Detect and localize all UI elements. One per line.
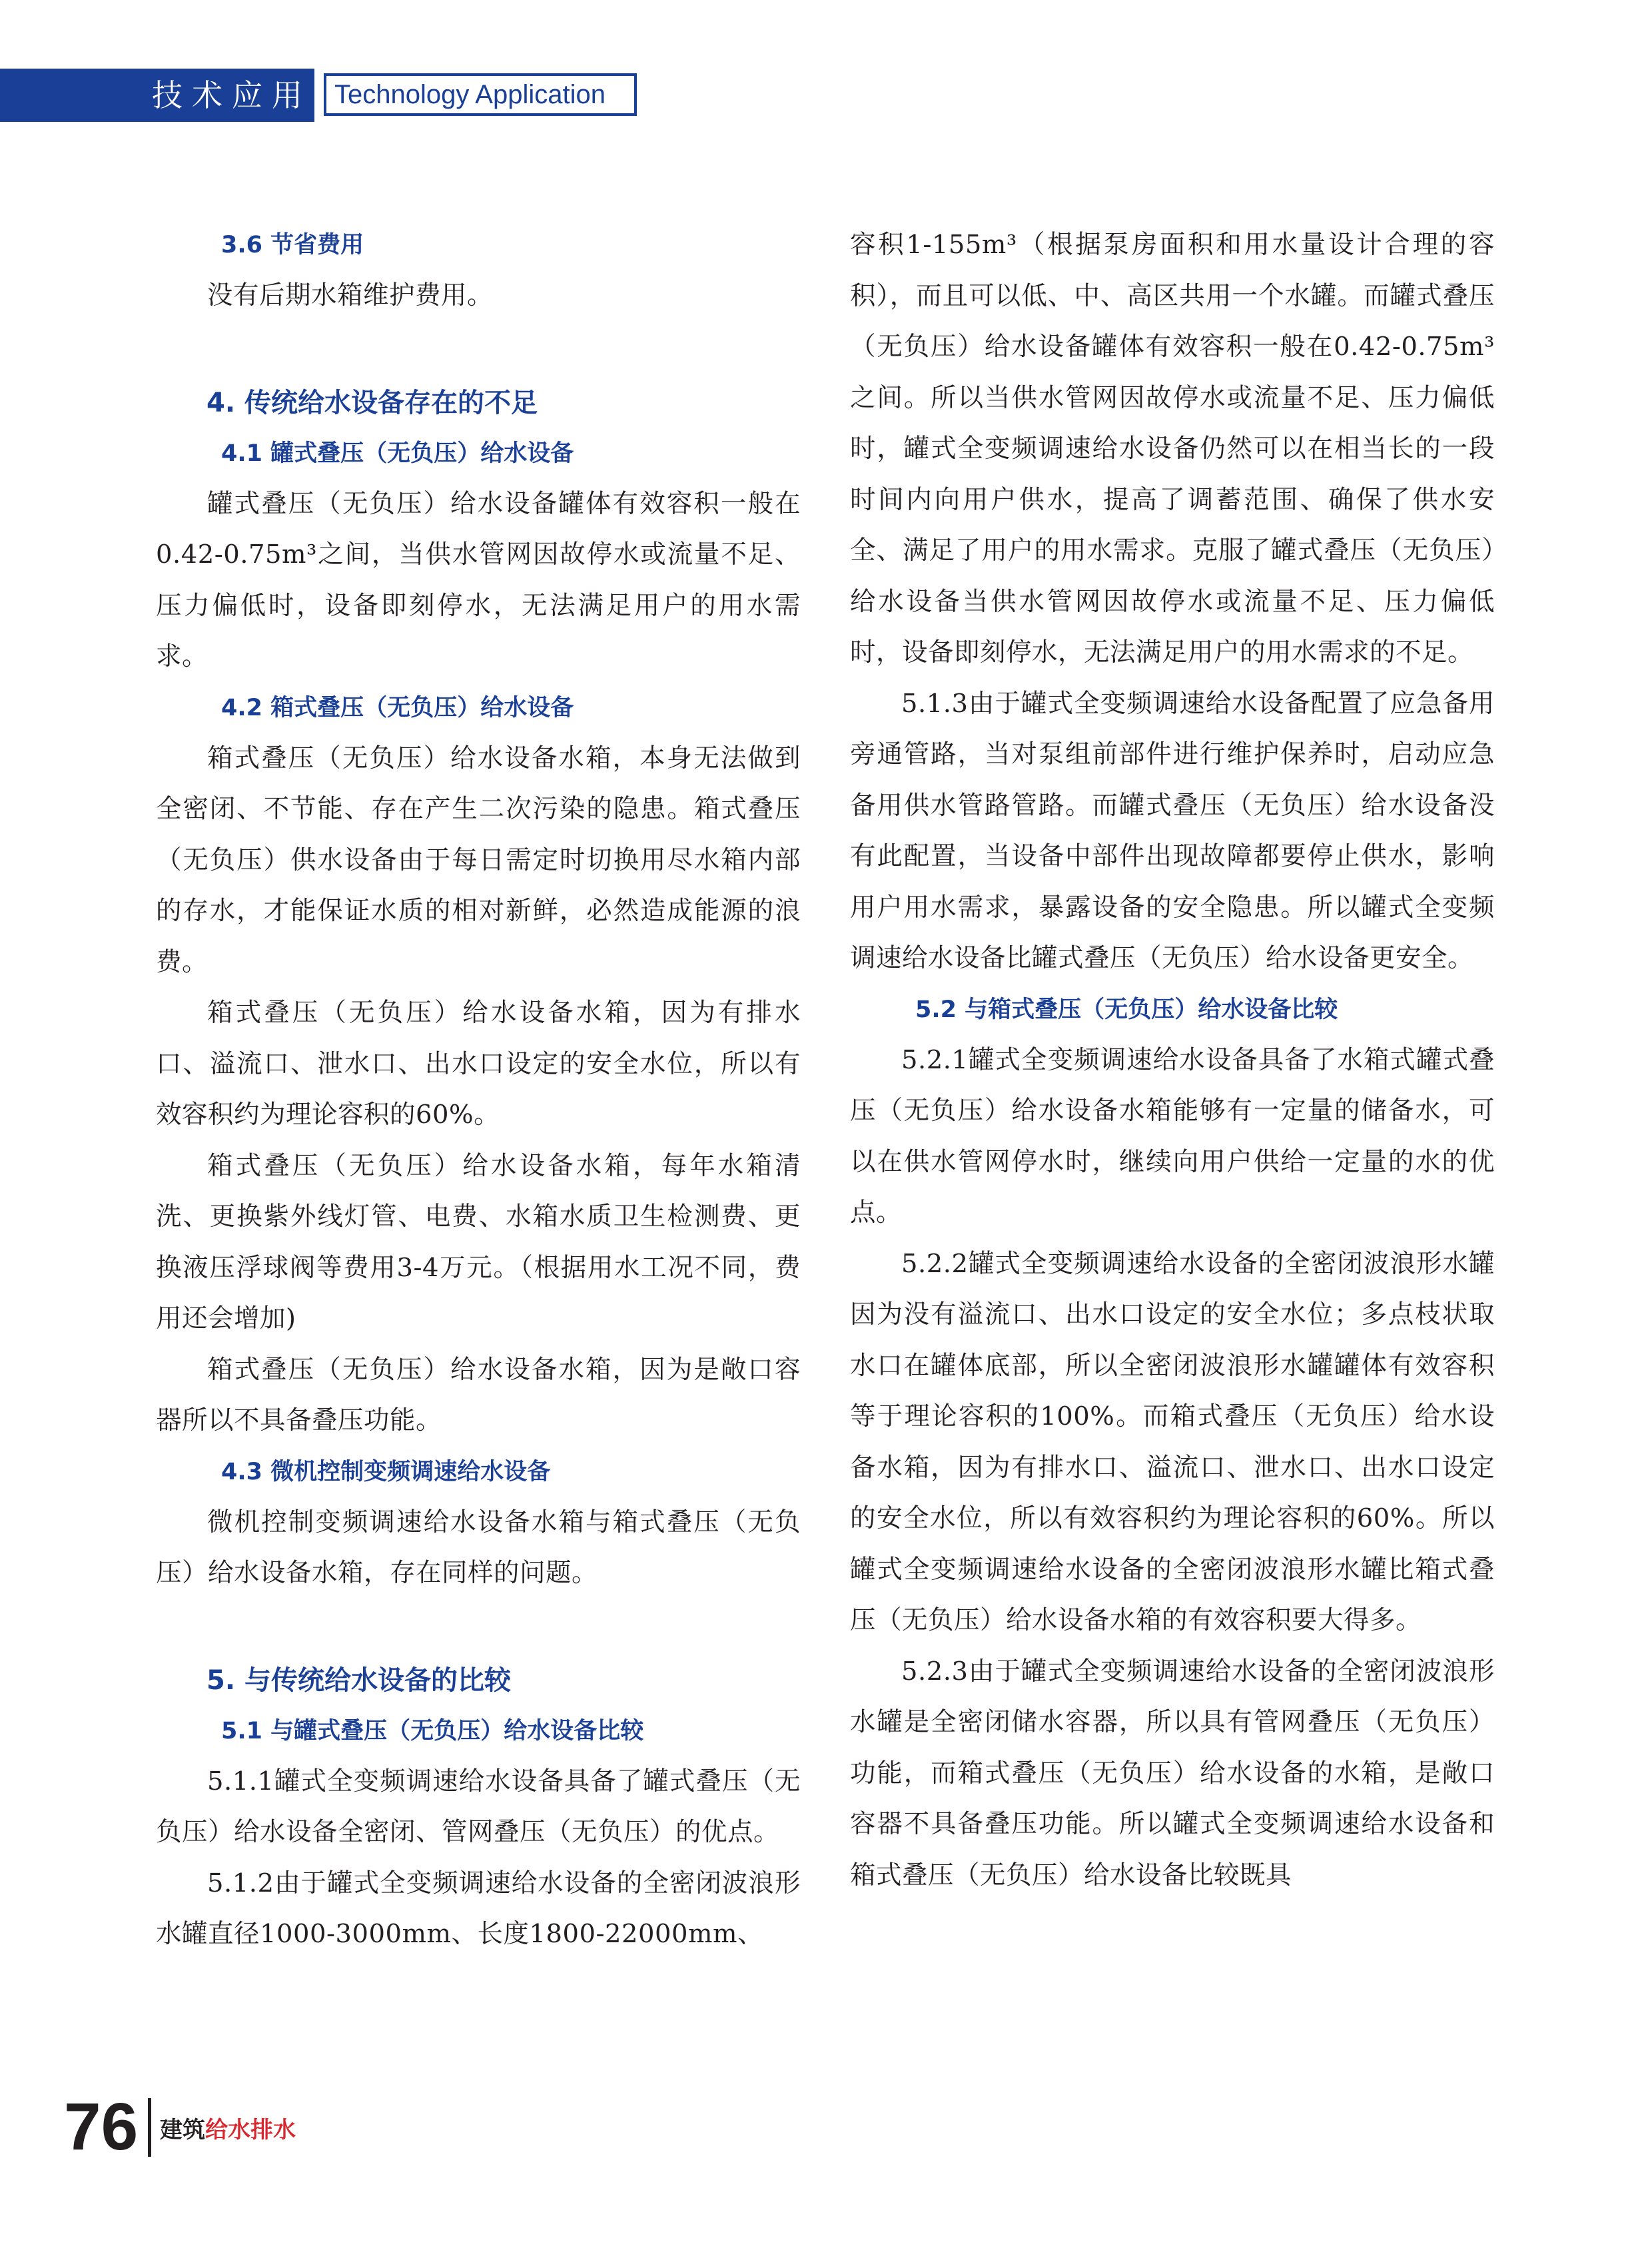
- heading-4-3: 4.3 微机控制变频调速给水设备: [221, 1458, 551, 1485]
- right-column: [850, 220, 1495, 1901]
- footer-divider: [148, 2098, 151, 2157]
- heading-4: 4. 传统给水设备存在的不足: [206, 387, 538, 418]
- magazine-name-part1: 建筑: [160, 2117, 205, 2143]
- paragraph: 箱式叠压（无负压）给水设备水箱，因为是敞口容器所以不具备叠压功能。: [156, 1354, 801, 1435]
- heading-3-6: 3.6 节省费用: [221, 232, 364, 258]
- heading-4-1: 4.1 罐式叠压（无负压）给水设备: [221, 440, 574, 467]
- paragraph: 5.2.2罐式全变频调速给水设备的全密闭波浪形水罐因为没有溢流口、出水口设定的安全水位；多点枝状取水口在罐体底部，所以全密闭波浪形水罐罐体有效容积等于理论容积的100%。而箱式叠压（无负压）给水设备水箱，因为有排水口、溢流口、泄水口、出水口设定的安全水位，所以有效容积约为理论容积的60%。所以罐式全变频调速给水设备的全密闭波浪形水罐比箱式叠压（无负压）给水设备水箱的有效容积要大得多。: [850, 1248, 1495, 1635]
- magazine-name: [160, 2117, 296, 2143]
- paragraph: 5.2.1罐式全变频调速给水设备具备了水箱式罐式叠压（无负压）给水设备水箱能够有一定量的储备水，可以在供水管网停水时，继续向用户供给一定量的水的优点。: [850, 1044, 1495, 1228]
- section-title-zh: 技术应用: [152, 77, 312, 113]
- heading-5-1: 5.1 与罐式叠压（无负压）给水设备比较: [221, 1717, 644, 1744]
- paragraph: 微机控制变频调速给水设备水箱与箱式叠压（无负压）给水设备水箱，存在同样的问题。: [156, 1507, 801, 1588]
- paragraph: 5.1.2由于罐式全变频调速给水设备的全密闭波浪形水罐直径1000-3000mm、长度1800-22000mm、: [156, 1868, 801, 1949]
- paragraph: 5.2.3由于罐式全变频调速给水设备的全密闭波浪形水罐是全密闭储水容器，所以具有管网叠压（无负压）功能，而箱式叠压（无负压）给水设备的水箱，是敞口容器不具备叠压功能。所以罐式全变频调速给水设备和箱式叠压（无负压）给水设备比较既具: [850, 1656, 1495, 1890]
- page-number: 76: [64, 2089, 139, 2164]
- paragraph: 罐式叠压（无负压）给水设备罐体有效容积一般在0.42-0.75m³之间，当供水管网因故停水或流量不足、压力偏低时，设备即刻停水，无法满足用户的用水需求。: [156, 488, 801, 671]
- paragraph: 5.1.3由于罐式全变频调速给水设备配置了应急备用旁通管路，当对泵组前部件进行维护保养时，启动应急备用供水管路管路。而罐式叠压（无负压）给水设备没有此配置，当设备中部件出现故障都要停止供水，影响用户用水需求，暴露设备的安全隐患。所以罐式全变频调速给水设备比罐式叠压（无负压）给水设备更安全。: [850, 688, 1495, 973]
- paragraph: 箱式叠压（无负压）给水设备水箱，本身无法做到全密闭、不节能、存在产生二次污染的隐患。箱式叠压（无负压）供水设备由于每日需定时切换用尽水箱内部的存水，才能保证水质的相对新鲜，必然造成能源的浪费。: [156, 743, 801, 977]
- heading-4-2: 4.2 箱式叠压（无负压）给水设备: [221, 694, 574, 721]
- spacer: [156, 322, 801, 378]
- paragraph-continued: 容积1-155m³（根据泵房面积和用水量设计合理的容积），而且可以低、中、高区共用一个水罐。而罐式叠压（无负压）给水设备罐体有效容积一般在0.42-0.75m³之间。所以当供水管网因故停水或流量不足、压力偏低时，罐式全变频调速给水设备仍然可以在相当长的一段时间内向用户供水，提高了调蓄范围、确保了供水安全、满足了用户的用水需求。克服了罐式叠压（无负压）给水设备当供水管网因故停水或流量不足、压力偏低时，设备即刻停水，无法满足用户的用水需求的不足。: [850, 230, 1495, 667]
- left-column: [156, 220, 801, 1960]
- magazine-name-part2: 给水排水: [205, 2117, 296, 2143]
- heading-5: 5. 与传统给水设备的比较: [206, 1665, 511, 1696]
- spacer: [156, 1599, 801, 1655]
- paragraph: 没有后期水箱维护费用。: [207, 280, 494, 310]
- paragraph: 箱式叠压（无负压）给水设备水箱，因为有排水口、溢流口、泄水口、出水口设定的安全水位，所以有效容积约为理论容积的60%。: [156, 998, 801, 1130]
- paragraph: 箱式叠压（无负压）给水设备水箱，每年水箱清洗、更换紫外线灯管、电费、水箱水质卫生检测费、更换液压浮球阀等费用3-4万元。（根据用水工况不同，费用还会增加): [156, 1150, 801, 1333]
- heading-5-2: 5.2 与箱式叠压（无负压）给水设备比较: [915, 996, 1338, 1023]
- paragraph: 5.1.1罐式全变频调速给水设备具备了罐式叠压（无负压）给水设备全密闭、管网叠压（无负压）的优点。: [156, 1766, 801, 1847]
- section-title-en: Technology Application: [334, 80, 606, 109]
